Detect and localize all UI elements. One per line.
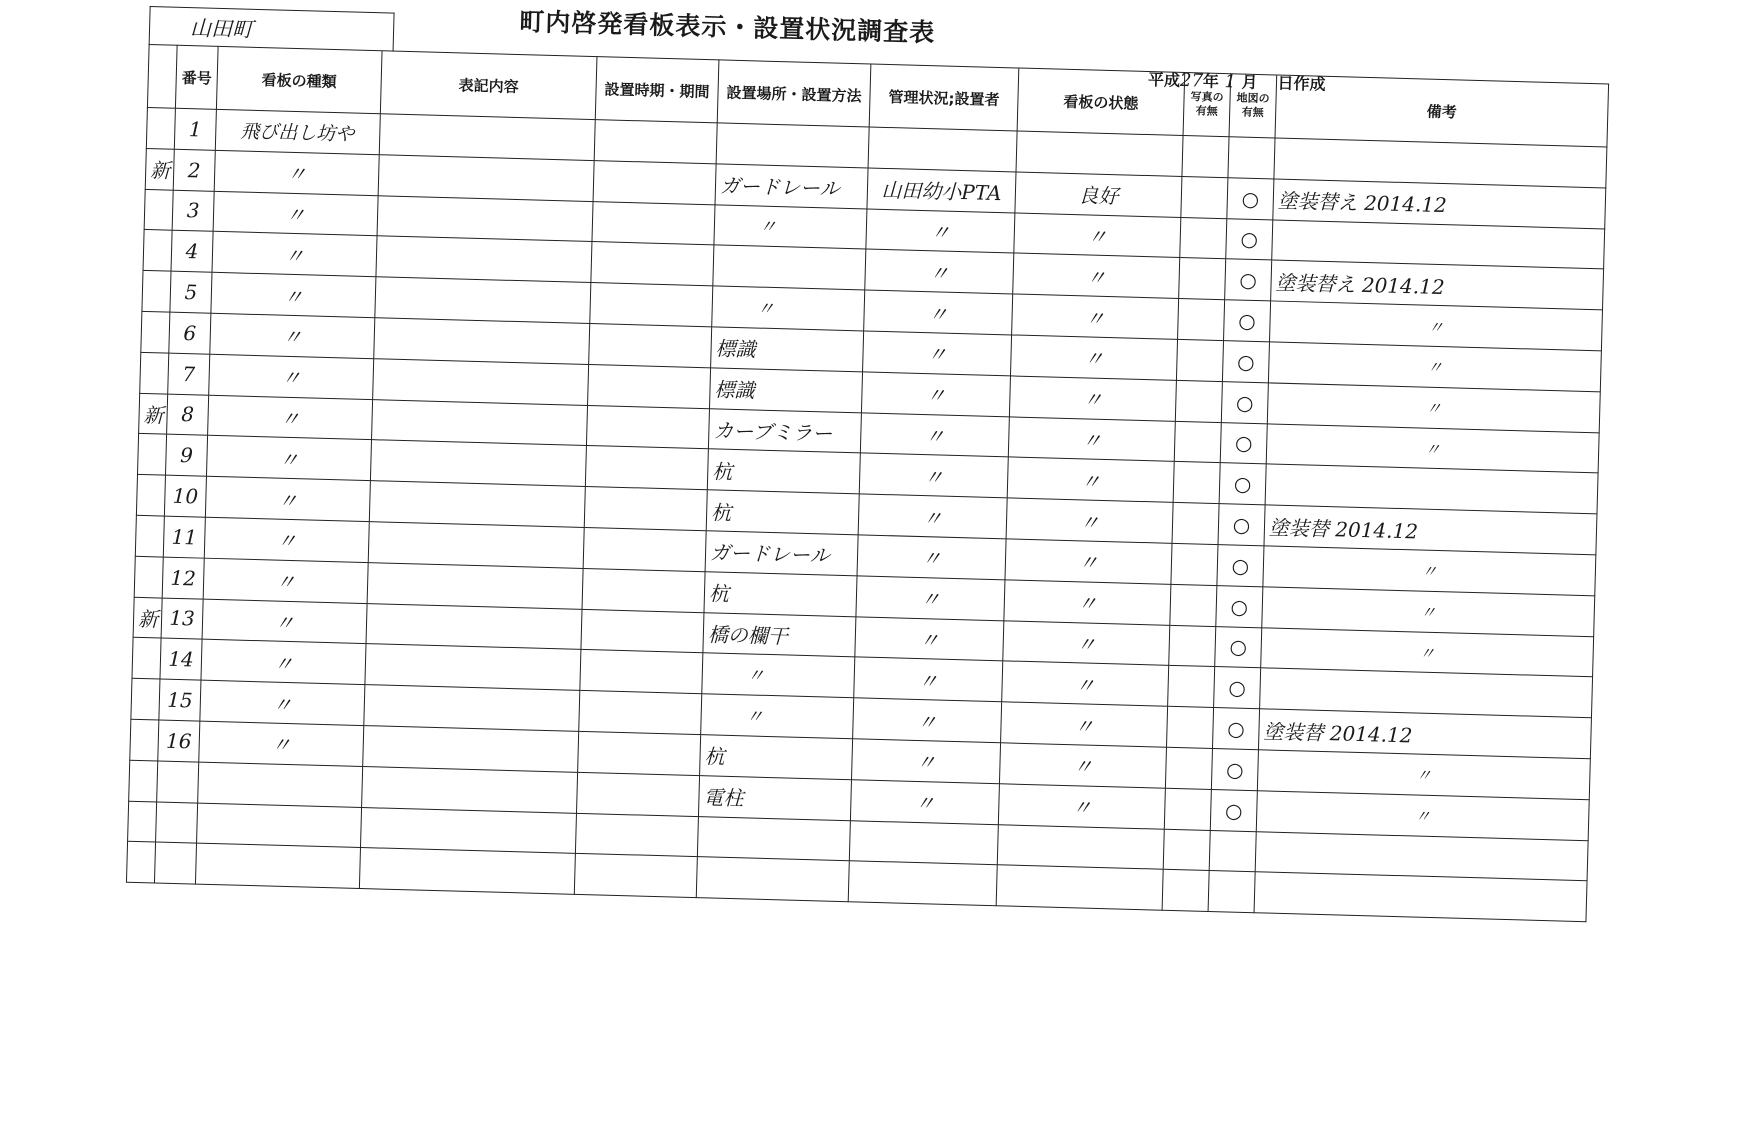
row-number-cell: 15	[159, 679, 201, 721]
map-flag-cell: ○	[1224, 300, 1271, 342]
town-name: 山田町	[189, 16, 254, 42]
new-mark-cell	[137, 434, 166, 476]
sign-condition-cell: 〃	[1014, 213, 1181, 258]
install-period-cell	[574, 854, 697, 898]
header-period: 設置時期・期間	[595, 57, 719, 123]
install-place-cell	[716, 123, 869, 168]
sign-content-cell	[362, 766, 578, 813]
sign-condition-cell: 良好	[1015, 172, 1182, 217]
install-period-cell	[578, 731, 701, 775]
sign-content-cell	[366, 603, 582, 650]
map-flag-cell: ○	[1226, 218, 1273, 260]
install-period-cell	[582, 568, 705, 612]
sign-content-cell	[363, 726, 579, 773]
sign-kind-cell: 〃	[201, 640, 366, 685]
row-number-cell: 7	[168, 353, 210, 395]
notes-cell: 塗装替え 2014.12	[1273, 179, 1606, 229]
new-mark-cell	[129, 760, 158, 802]
sign-kind-cell: 〃	[199, 721, 364, 766]
photo-flag-cell	[1176, 339, 1223, 381]
management-cell: 〃	[859, 453, 1008, 498]
sign-condition-cell: 〃	[1001, 702, 1168, 747]
sign-content-cell	[369, 481, 585, 528]
install-period-cell	[589, 323, 712, 367]
install-place-cell: 杭	[706, 490, 859, 535]
sign-condition-cell: 〃	[1002, 661, 1169, 706]
map-flag-cell: ○	[1218, 504, 1265, 546]
new-mark-cell	[131, 678, 160, 720]
sign-content-cell	[375, 277, 591, 324]
notes-cell: 塗装替え 2014.12	[1271, 260, 1604, 310]
sign-content-cell	[373, 358, 589, 405]
sign-content-cell	[360, 807, 576, 854]
sign-content-cell	[374, 318, 590, 365]
photo-flag-cell	[1163, 829, 1210, 871]
row-number-cell: 9	[165, 434, 207, 476]
install-place-cell: 〃	[714, 204, 867, 249]
management-cell: 〃	[856, 576, 1005, 621]
row-number-cell: 14	[160, 638, 202, 680]
photo-flag-cell	[1165, 747, 1212, 789]
new-mark-cell: 新	[133, 597, 162, 639]
sign-content-cell	[372, 399, 588, 446]
install-place-cell: 〃	[702, 653, 855, 698]
notes-cell: 〃	[1266, 423, 1599, 473]
management-cell: 〃	[853, 698, 1002, 743]
notes-cell: 〃	[1256, 790, 1589, 840]
sign-kind-cell: 〃	[205, 476, 370, 521]
photo-flag-cell	[1175, 380, 1222, 422]
row-number-cell: 5	[170, 271, 212, 313]
new-mark-cell	[141, 311, 170, 353]
notes-cell: 〃	[1257, 750, 1590, 800]
install-period-cell	[579, 691, 702, 735]
header-condition: 看板の状態	[1017, 68, 1185, 135]
install-period-cell	[585, 446, 708, 490]
header-mark	[147, 44, 177, 108]
sign-content-cell	[359, 848, 575, 895]
header-content: 表記内容	[380, 51, 597, 120]
photo-flag-cell	[1174, 421, 1221, 463]
row-number-cell: 4	[171, 231, 213, 273]
map-flag-cell: ○	[1215, 626, 1262, 668]
new-mark-cell	[143, 230, 172, 272]
new-mark-cell	[128, 801, 157, 843]
management-cell	[849, 820, 998, 865]
management-cell: 〃	[854, 657, 1003, 702]
install-period-cell	[594, 120, 717, 164]
new-mark-cell	[132, 638, 161, 680]
install-period-cell	[593, 160, 716, 204]
sign-kind-cell: 〃	[211, 272, 376, 317]
install-place-cell: 〃	[701, 694, 854, 739]
row-number-cell	[154, 842, 196, 884]
new-mark-cell	[130, 719, 159, 761]
sign-kind-cell	[195, 843, 360, 888]
notes-cell: 塗装替 2014.12	[1264, 505, 1597, 555]
sign-kind-cell: 〃	[212, 232, 377, 277]
management-cell: 〃	[852, 739, 1001, 784]
photo-flag-cell	[1170, 584, 1217, 626]
sign-content-cell	[365, 644, 581, 691]
map-flag-cell: ○	[1221, 381, 1268, 423]
new-mark-cell	[144, 189, 173, 231]
sign-kind-cell: 〃	[202, 599, 367, 644]
row-number-cell: 8	[167, 394, 209, 436]
install-place-cell	[696, 857, 849, 902]
new-mark-cell	[142, 271, 171, 313]
notes-cell: 〃	[1263, 546, 1596, 596]
install-period-cell	[577, 772, 700, 816]
date-year-unit: 年	[1202, 71, 1220, 91]
sign-condition-cell: 〃	[1008, 416, 1175, 461]
photo-flag-cell	[1168, 666, 1215, 708]
install-period-cell	[586, 405, 709, 449]
install-place-cell: カーブミラー	[708, 408, 861, 453]
row-number-cell	[156, 802, 198, 844]
install-place-cell: 杭	[707, 449, 860, 494]
install-period-cell	[581, 609, 704, 653]
sign-condition-cell: 〃	[1012, 294, 1179, 339]
sign-content-cell	[367, 562, 583, 609]
new-mark-cell	[136, 475, 165, 517]
row-number-cell: 10	[164, 475, 206, 517]
photo-flag-cell	[1178, 299, 1225, 341]
sign-kind-cell	[198, 762, 363, 807]
row-number-cell: 16	[158, 720, 200, 762]
header-place: 設置場所・設置方法	[717, 60, 871, 127]
sign-kind-cell	[197, 803, 362, 848]
header-kind: 看板の種類	[216, 46, 382, 113]
install-period-cell	[584, 487, 707, 531]
header-notes: 備考	[1275, 75, 1609, 147]
management-cell: 〃	[857, 535, 1006, 580]
map-flag-cell	[1228, 137, 1275, 179]
install-place-cell: 杭	[704, 571, 857, 616]
photo-flag-cell	[1166, 706, 1213, 748]
sign-condition-cell: 〃	[1010, 335, 1177, 380]
document-title: 町内啓発看板表示・設置状況調査表	[518, 7, 936, 48]
management-cell: 〃	[850, 780, 999, 825]
photo-flag-cell	[1181, 176, 1228, 218]
map-flag-cell: ○	[1222, 341, 1269, 383]
new-mark-cell: 新	[139, 393, 168, 435]
map-flag-cell: ○	[1225, 259, 1272, 301]
management-cell: 山田幼小PTA	[867, 168, 1016, 213]
management-cell	[848, 861, 997, 906]
date-era: 平成	[1147, 70, 1181, 90]
date-day-label: 日作成	[1277, 73, 1326, 94]
sign-condition-cell: 〃	[1004, 580, 1171, 625]
notes-cell: 〃	[1262, 587, 1595, 637]
photo-flag-cell	[1172, 503, 1219, 545]
date-month-unit: 月	[1241, 72, 1258, 92]
new-mark-cell	[126, 842, 155, 884]
map-flag-cell	[1209, 830, 1256, 872]
install-period-cell	[591, 242, 714, 286]
install-place-cell: ガードレール	[705, 531, 858, 576]
management-cell: 〃	[855, 616, 1004, 661]
sign-kind-cell: 〃	[214, 150, 379, 195]
photo-flag-cell	[1180, 217, 1227, 259]
row-number-cell: 2	[173, 149, 215, 191]
sign-kind-cell: 〃	[204, 517, 369, 562]
new-mark-cell	[135, 515, 164, 557]
date-month: 1	[1224, 71, 1237, 93]
map-flag-cell	[1208, 871, 1255, 913]
install-place-cell: 標識	[709, 368, 862, 413]
sign-content-cell	[364, 685, 580, 732]
sign-kind-cell: 〃	[209, 354, 374, 399]
photo-flag-cell	[1169, 625, 1216, 667]
notes-cell: 〃	[1261, 627, 1594, 677]
install-period-cell	[583, 527, 706, 571]
sign-condition-cell: 〃	[999, 743, 1166, 788]
sign-condition-cell	[996, 865, 1163, 910]
install-place-cell: 標識	[711, 327, 864, 372]
map-flag-cell: ○	[1219, 463, 1266, 505]
management-cell: 〃	[865, 249, 1014, 294]
header-number: 番号	[175, 45, 218, 109]
row-number-cell: 6	[169, 312, 211, 354]
sign-condition-cell: 〃	[1007, 457, 1174, 502]
management-cell: 〃	[858, 494, 1007, 539]
sign-condition-cell: 〃	[1013, 253, 1180, 298]
map-flag-cell: ○	[1217, 545, 1264, 587]
photo-flag-cell	[1179, 258, 1226, 300]
sign-condition-cell	[997, 824, 1164, 869]
sign-kind-cell: 〃	[213, 191, 378, 236]
install-place-cell: 杭	[700, 735, 853, 780]
map-flag-cell: ○	[1227, 178, 1274, 220]
sign-condition-cell: 〃	[1009, 376, 1176, 421]
sign-kind-cell: 飛び出し坊や	[215, 109, 380, 154]
sign-content-cell	[377, 195, 593, 242]
install-period-cell	[575, 813, 698, 857]
sheet-content	[123, 0, 1610, 1033]
date-year: 27	[1179, 69, 1204, 92]
map-flag-cell: ○	[1216, 585, 1263, 627]
map-flag-cell: ○	[1210, 789, 1257, 831]
sign-content-cell	[368, 522, 584, 569]
header-photo: 写真の有無	[1183, 73, 1231, 137]
sign-condition-cell: 〃	[998, 784, 1165, 829]
sign-kind-cell: 〃	[200, 680, 365, 725]
new-mark-cell: 新	[145, 148, 174, 190]
row-number-cell: 3	[172, 190, 214, 232]
management-cell: 〃	[861, 372, 1010, 417]
sign-kind-cell: 〃	[206, 436, 371, 481]
row-number-cell	[157, 761, 199, 803]
install-place-cell: 〃	[712, 286, 865, 331]
install-place-cell: 橋の欄干	[703, 612, 856, 657]
install-period-cell	[588, 364, 711, 408]
sign-condition-cell: 〃	[1003, 620, 1170, 665]
new-mark-cell	[140, 352, 169, 394]
notes-cell: 〃	[1269, 301, 1602, 351]
row-number-cell: 12	[162, 557, 204, 599]
header-management: 管理状況;設置者	[869, 64, 1019, 131]
install-place-cell	[713, 245, 866, 290]
table-body	[126, 107, 1606, 921]
sign-condition-cell: 〃	[1005, 539, 1172, 584]
sign-content-cell	[376, 236, 592, 283]
sign-kind-cell: 〃	[208, 395, 373, 440]
photo-flag-cell	[1164, 788, 1211, 830]
row-number-cell: 11	[163, 516, 205, 558]
sign-condition-cell	[1016, 131, 1183, 176]
notes-cell: 塗装替 2014.12	[1258, 709, 1591, 759]
install-place-cell: ガードレール	[715, 164, 868, 209]
sign-content-cell	[378, 155, 594, 202]
management-cell: 〃	[860, 412, 1009, 457]
install-period-cell	[580, 650, 703, 694]
management-cell: 〃	[863, 331, 1012, 376]
install-period-cell	[590, 283, 713, 327]
map-flag-cell: ○	[1211, 748, 1258, 790]
photo-flag-cell	[1182, 135, 1229, 177]
notes-cell	[1254, 872, 1587, 922]
management-cell: 〃	[866, 209, 1015, 254]
row-number-cell: 1	[174, 108, 216, 150]
sign-content-cell	[370, 440, 586, 487]
install-period-cell	[592, 201, 715, 245]
sign-condition-cell: 〃	[1006, 498, 1173, 543]
install-place-cell: 電柱	[698, 775, 851, 820]
notes-cell: 〃	[1268, 342, 1601, 392]
header-map: 地図の有無	[1229, 74, 1277, 138]
management-cell	[868, 127, 1017, 172]
sign-kind-cell: 〃	[203, 558, 368, 603]
management-cell: 〃	[864, 290, 1013, 335]
install-place-cell	[697, 816, 850, 861]
survey-table	[126, 44, 1609, 922]
photo-flag-cell	[1171, 543, 1218, 585]
notes-cell: 〃	[1267, 383, 1600, 433]
row-number-cell: 13	[161, 598, 203, 640]
new-mark-cell	[134, 556, 163, 598]
sign-kind-cell: 〃	[210, 313, 375, 358]
photo-flag-cell	[1162, 870, 1209, 912]
map-flag-cell: ○	[1220, 422, 1267, 464]
map-flag-cell: ○	[1214, 667, 1261, 709]
new-mark-cell	[146, 107, 175, 149]
map-flag-cell: ○	[1212, 708, 1259, 750]
photo-flag-cell	[1173, 462, 1220, 504]
sign-content-cell	[379, 114, 595, 161]
